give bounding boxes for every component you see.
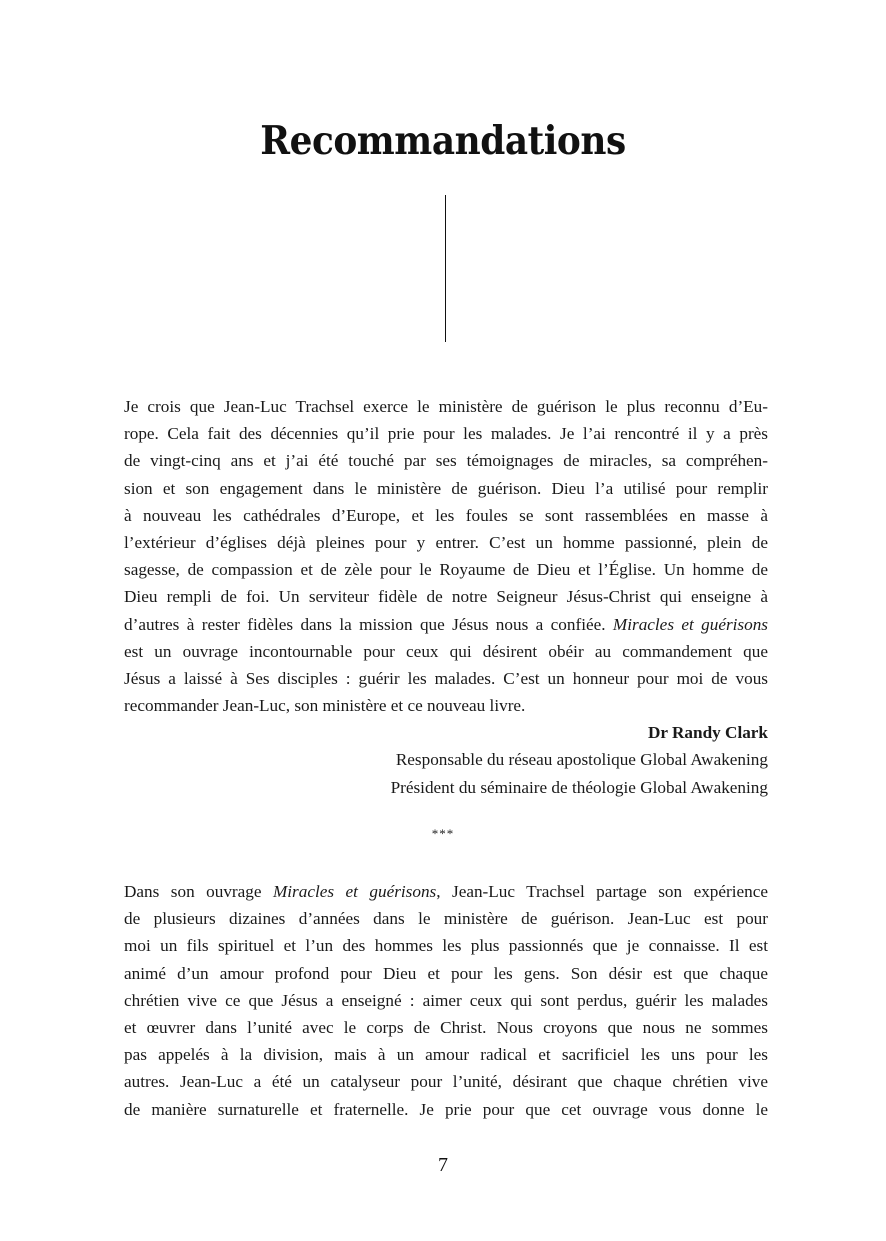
author-name: Dr Randy Clark bbox=[647, 723, 768, 743]
paragraph-line: Je crois que Jean-Luc Trachsel exerce le ministère de guérison le plus reconnu d’Eu- bbox=[124, 397, 768, 416]
paragraph-line: de vingt-cinq ans et j’ai été touché par ses témoignages de miracles, sa compréhen- bbox=[124, 451, 768, 471]
signature-name bbox=[124, 719, 768, 746]
text-span: d’autres à rester fidèles dans la mission que Jésus nous a confiée. bbox=[124, 614, 613, 634]
section-separator: *** bbox=[431, 826, 455, 841]
paragraph-line: autres. Jean-Luc a été un catalyseur pour l’unité, désirant que chaque chrétien vive bbox=[124, 1072, 768, 1092]
paragraph-line: à nouveau les cathédrales d’Europe, et les foules se sont rassemblées en masse à bbox=[124, 505, 768, 525]
vertical-divider bbox=[445, 195, 446, 342]
paragraph-line: de plusieurs dizaines d’années dans le ministère de guérison. Jean-Luc est pour bbox=[124, 909, 768, 929]
paragraph-line: et œuvrer dans l’unité avec le corps de Christ. Nous croyons que nous ne sommes bbox=[124, 1017, 768, 1037]
signature-role: Responsable du réseau apostolique Global Awakening bbox=[395, 750, 768, 770]
paragraph-line: est un ouvrage incontournable pour ceux qui désirent obéir au commandement que bbox=[124, 641, 768, 661]
paragraph-line bbox=[124, 878, 768, 905]
paragraph-line bbox=[124, 611, 768, 638]
book-title: Miracles et guérisons bbox=[272, 882, 437, 901]
paragraph-line: l’extérieur d’églises déjà pleines pour y entrer. C’est un homme passionné, plein de bbox=[124, 532, 768, 552]
paragraph-line: sion et son engagement dans le ministère de guérison. Dieu l’a utilisé pour remplir bbox=[124, 478, 768, 498]
paragraph-line: sagesse, de compassion et de zèle pour le Royaume de Dieu et l’Église. Un homme de bbox=[124, 560, 768, 580]
paragraph-line: animé d’un amour profond pour Dieu et pour les gens. Son désir est que chaque bbox=[124, 963, 768, 983]
signature-role: Président du séminaire de théologie Global Awakening bbox=[390, 777, 768, 797]
paragraph-line: rope. Cela fait des décennies qu’il prie pour les malades. Je l’ai rencontré il y a près bbox=[124, 424, 768, 444]
book-title: Miracles et guérisons bbox=[612, 614, 768, 634]
paragraph-line: pas appelés à la division, mais à un amour radical et sacrificiel les uns pour les bbox=[124, 1045, 768, 1065]
paragraph-line: de manière surnaturelle et fraternelle. Je prie pour que cet ouvrage vous donne le bbox=[124, 1099, 768, 1119]
paragraph-line: chrétien vive ce que Jésus a enseigné : aimer ceux qui sont perdus, guérir les malades bbox=[124, 990, 768, 1010]
paragraph-line: Dieu rempli de foi. Un serviteur fidèle de notre Seigneur Jésus-Christ qui enseigne à bbox=[124, 587, 768, 607]
recommendation-second bbox=[124, 878, 768, 1123]
paragraph-line: moi un fils spirituel et l’un des hommes les plus passionnés que je connaisse. Il est bbox=[124, 936, 768, 956]
text-span: Dans son ouvrage bbox=[124, 882, 273, 901]
page-title: Recommandations bbox=[260, 118, 626, 164]
page-number: 7 bbox=[438, 1154, 448, 1176]
paragraph-line: Jésus a laissé à Ses disciples : guérir les malades. C’est un honneur pour moi de vous bbox=[124, 668, 768, 688]
paragraph-line: recommander Jean-Luc, son ministère et ce nouveau livre. bbox=[124, 696, 526, 716]
recommendation-randy-clark bbox=[124, 393, 768, 801]
text-span: , Jean-Luc Trachsel partage son expérience bbox=[436, 882, 768, 901]
